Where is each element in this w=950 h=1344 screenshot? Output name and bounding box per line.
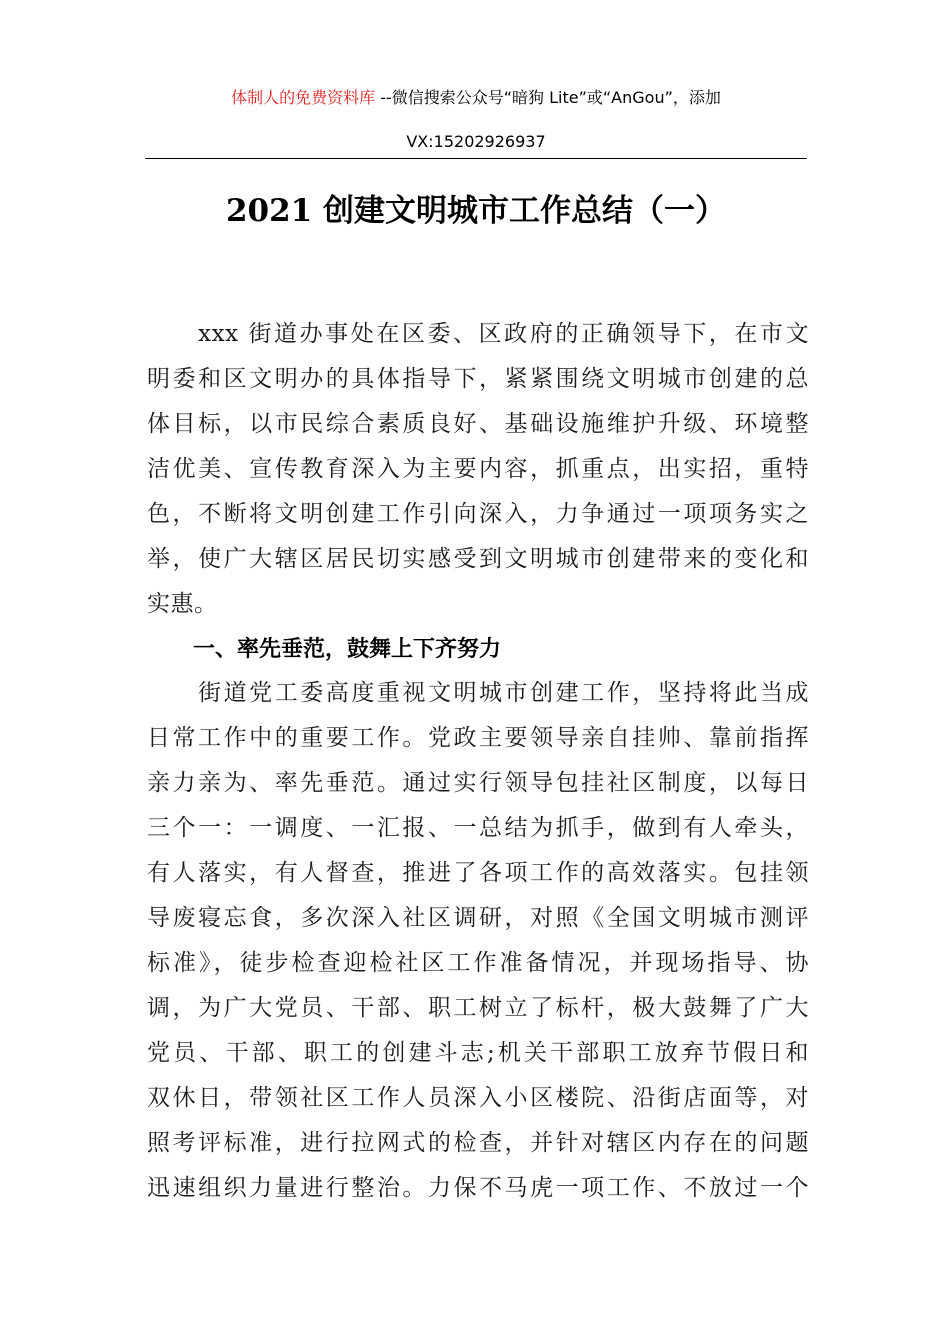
header-contact: VX:15202926937 bbox=[406, 132, 546, 151]
header-brand: 体制人的免费资料库 bbox=[231, 88, 376, 107]
text-line: 导废寝忘食，多次深入社区调研，对照《全国文明城市测评 bbox=[147, 905, 809, 931]
text-line: 标准》，徒步检查迎检社区工作准备情况，并现场指导、协 bbox=[147, 950, 809, 976]
text-line: 色，不断将文明创建工作引向深入，力争通过一项项务实之 bbox=[147, 501, 809, 527]
text-line: 街道党工委高度重视文明城市创建工作，坚持将此当成 bbox=[147, 680, 809, 706]
text-line: 举，使广大辖区居民切实感受到文明城市创建带来的变化和 bbox=[147, 546, 809, 572]
text-line: 双休日，带领社区工作人员深入小区楼院、沿街店面等，对 bbox=[147, 1085, 809, 1111]
document-title: 2021 创建文明城市工作总结（一） bbox=[225, 193, 727, 229]
paragraph-section1 bbox=[147, 671, 809, 1211]
text-line: 三个一：一调度、一汇报、一总结为抓手，做到有人牵头， bbox=[147, 815, 809, 841]
text-line: 实惠。 bbox=[147, 591, 218, 617]
text-line: 洁优美、宣传教育深入为主要内容，抓重点，出实招，重特 bbox=[147, 456, 809, 482]
section-heading: 一、率先垂范，鼓舞上下齐努力 bbox=[193, 637, 502, 662]
page-header bbox=[145, 84, 807, 112]
text-line: 照考评标准，进行拉网式的检查，并针对辖区内存在的问题 bbox=[147, 1130, 809, 1156]
text-line: 亲力亲为、率先垂范。通过实行领导包挂社区制度，以每日 bbox=[147, 770, 809, 796]
text-line: 体目标，以市民综合素质良好、基础设施维护升级、环境整 bbox=[147, 411, 809, 437]
header-promo: --微信搜索公众号“暗狗 Lite”或“AnGou”，添加 bbox=[375, 88, 721, 107]
text-line: 明委和区文明办的具体指导下，紧紧围绕文明城市创建的总 bbox=[147, 366, 809, 392]
text-line: 党员、干部、职工的创建斗志;机关干部职工放弃节假日和 bbox=[147, 1040, 809, 1066]
text-line: 迅速组织力量进行整治。力保不马虎一项工作、不放过一个 bbox=[147, 1175, 809, 1201]
header-divider bbox=[145, 158, 807, 159]
text-line: 日常工作中的重要工作。党政主要领导亲自挂帅、靠前指挥 bbox=[147, 725, 809, 751]
paragraph-intro bbox=[147, 312, 809, 627]
text-line: xxx 街道办事处在区委、区政府的正确领导下，在市文 bbox=[147, 321, 809, 347]
text-line: 调，为广大党员、干部、职工树立了标杆，极大鼓舞了广大 bbox=[147, 995, 809, 1021]
text-line: 有人落实，有人督查，推进了各项工作的高效落实。包挂领 bbox=[147, 860, 809, 886]
